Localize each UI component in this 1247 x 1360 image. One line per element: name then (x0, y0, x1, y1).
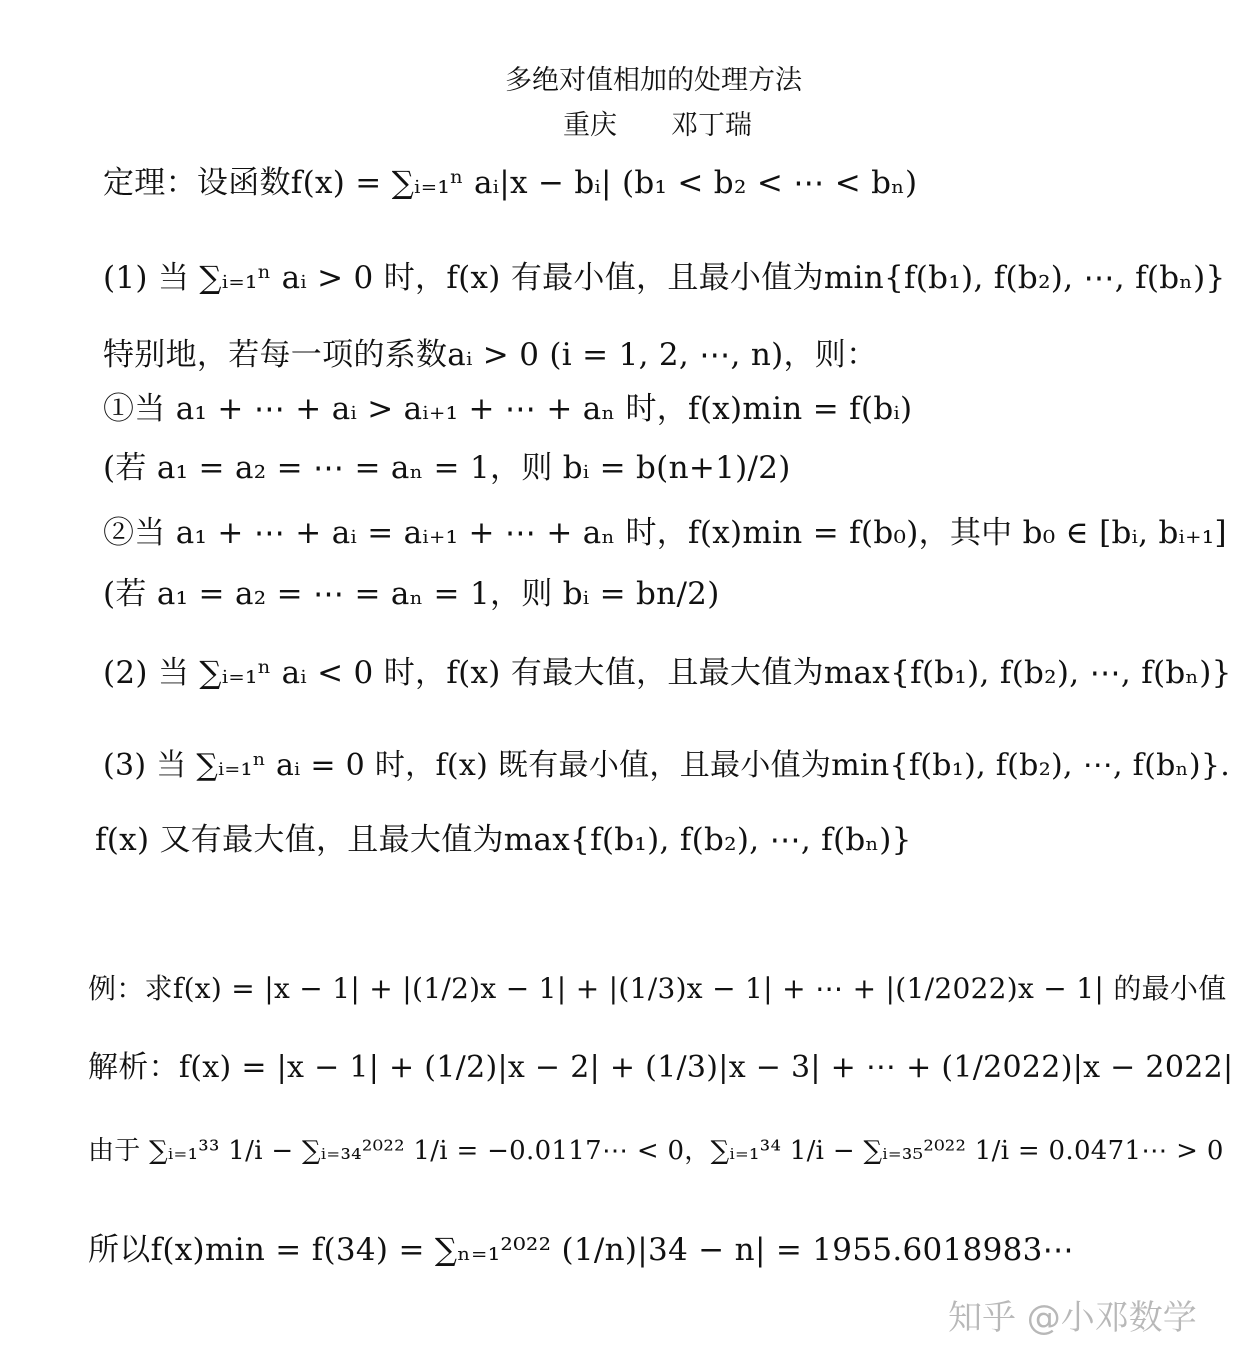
theorem-sub-case-2-note: (若 a₁ = a₂ = ⋯ = aₙ = 1，则 bᵢ = bn/2) (103, 576, 720, 612)
theorem-sub-case-2: ②当 a₁ + ⋯ + aᵢ = aᵢ₊₁ + ⋯ + aₙ 时，f(x)min = f(b₀)，其中 b₀ ∈ [bᵢ, bᵢ₊₁] (103, 515, 1227, 551)
theorem-sub-case-1: ①当 a₁ + ⋯ + aᵢ > aᵢ₊₁ + ⋯ + aₙ 时，f(x)min = f(bᵢ) (103, 391, 913, 427)
document-title: 多绝对值相加的处理方法 (505, 65, 802, 96)
theorem-special-case: 特别地，若每一项的系数aᵢ > 0 (i = 1, 2, ⋯, n)，则： (103, 337, 878, 373)
example-since: 由于 ∑ᵢ₌₁³³ 1/i − ∑ᵢ₌₃₄²⁰²² 1/i = −0.0117⋯ < 0，∑ᵢ₌₁³⁴ 1/i − ∑ᵢ₌₃₅²⁰²² 1/i = 0.0471⋯ > 0 (88, 1136, 1224, 1166)
theorem-statement: 定理：设函数f(x) = ∑ᵢ₌₁ⁿ aᵢ|x − bᵢ| (b₁ < b₂ < ⋯ < bₙ) (103, 165, 918, 201)
theorem-sub-case-1-note: (若 a₁ = a₂ = ⋯ = aₙ = 1，则 bᵢ = b(n+1)/2) (103, 450, 791, 486)
example-problem: 例：求f(x) = |x − 1| + |(1/2)x − 1| + |(1/3)x − 1| + ⋯ + |(1/2022)x − 1| 的最小值 (88, 972, 1227, 1005)
theorem-case-2: (2) 当 ∑ᵢ₌₁ⁿ aᵢ < 0 时，f(x) 有最大值，且最大值为max{f(b₁), f(b₂), ⋯, f(bₙ)} (103, 655, 1232, 691)
example-conclusion: 所以f(x)min = f(34) = ∑ₙ₌₁²⁰²² (1/n)|34 − n| = 1955.6018983⋯ (88, 1232, 1074, 1268)
theorem-case-3-continued: f(x) 又有最大值，且最大值为max{f(b₁), f(b₂), ⋯, f(bₙ)} (95, 822, 912, 858)
example-analysis: 解析：f(x) = |x − 1| + (1/2)|x − 2| + (1/3)|x − 3| + ⋯ + (1/2022)|x − 2022| (88, 1050, 1234, 1085)
theorem-case-3: (3) 当 ∑ᵢ₌₁ⁿ aᵢ = 0 时，f(x) 既有最小值，且最小值为min{f(b₁), f(b₂), ⋯, f(bₙ)}. (103, 748, 1231, 783)
theorem-case-1: (1) 当 ∑ᵢ₌₁ⁿ aᵢ > 0 时，f(x) 有最小值，且最小值为min{f(b₁), f(b₂), ⋯, f(bₙ)} (103, 260, 1226, 296)
author-line: 重庆 邓丁瑞 (563, 110, 752, 141)
watermark: 知乎 @小邓数学 (948, 1298, 1197, 1338)
